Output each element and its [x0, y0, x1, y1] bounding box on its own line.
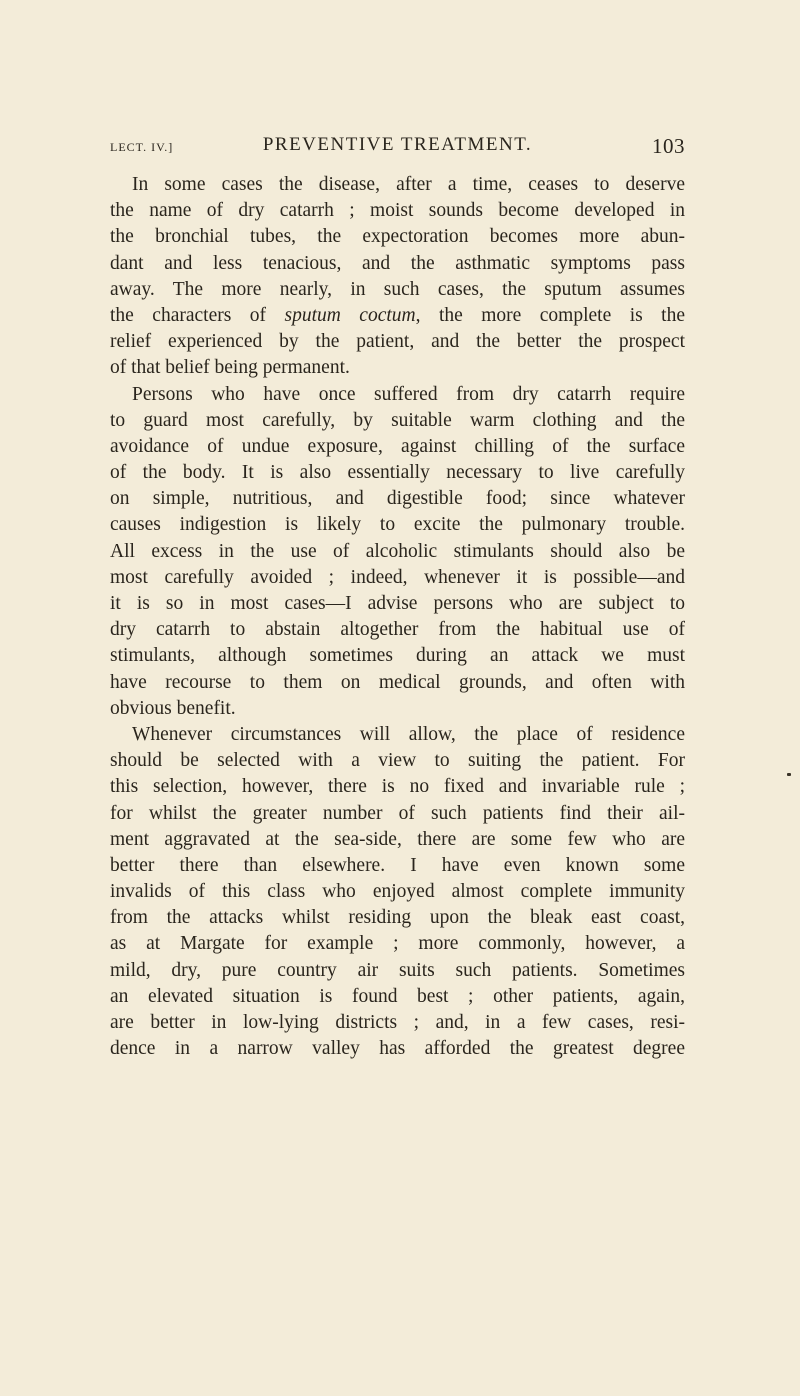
text-line: invalids of this class who enjoyed almost complete immunity: [110, 881, 685, 903]
page-number: 103: [652, 134, 685, 158]
text-line: most carefully avoided ; indeed, whenever it is possible—and: [110, 566, 685, 588]
text-line: it is so in most cases—I advise persons who are subject to: [110, 593, 685, 614]
text-line: mild, dry, pure country air suits such patients. Sometimes: [110, 959, 685, 981]
text-line: as at Margate for example ; more commonly, however, a: [110, 933, 685, 955]
text-line: relief experienced by the patient, and the better the prospect: [110, 331, 685, 353]
text-line: Whenever circumstances will allow, the place of residence: [132, 723, 685, 745]
lecture-label: LECT. IV.]: [110, 140, 174, 154]
text-line: of that belief being permanent.: [110, 357, 350, 379]
text-line: the name of dry catarrh ; moist sounds become developed in: [110, 200, 685, 222]
text-line: away. The more nearly, in such cases, the sputum assumes: [110, 278, 685, 300]
text-line: on simple, nutritious, and digestible food; since whatever: [110, 488, 685, 510]
text-line: of the body. It is also essentially necessary to live carefully: [110, 462, 685, 484]
text-line-with-italic: the characters of sputum coctum, the more complete is the: [110, 304, 685, 326]
paragraph-3: [110, 722, 685, 1062]
text-line: better there than elsewhere. I have even known some: [110, 854, 685, 876]
text-line: causes indigestion is likely to excite the pulmonary trouble.: [110, 514, 685, 536]
text-line: an elevated situation is found best ; other patients, again,: [110, 985, 685, 1007]
text-line: this selection, however, there is no fixed and invariable rule ;: [110, 776, 685, 798]
body-text: [110, 172, 685, 1062]
text-line: dence in a narrow valley has afforded the greatest degree: [110, 1038, 685, 1060]
text-line: are better in low-lying districts ; and, in a few cases, resi-: [110, 1012, 685, 1033]
text-line: obvious benefit.: [110, 697, 236, 719]
text-line: All excess in the use of alcoholic stimulants should also be: [110, 540, 685, 562]
text-line: In some cases the disease, after a time, ceases to deserve: [132, 174, 685, 195]
text-line: for whilst the greater number of such patients find their ail-: [110, 802, 685, 824]
text-line: to guard most carefully, by suitable warm clothing and the: [110, 409, 685, 431]
text-line: dant and less tenacious, and the asthmatic symptoms pass: [110, 252, 685, 274]
paragraph-1: [110, 172, 685, 382]
italic-term: sputum coctum: [284, 304, 416, 326]
text-line: have recourse to them on medical grounds, and often with: [110, 671, 685, 693]
running-head: [110, 134, 685, 162]
text-line: should be selected with a view to suiting the patient. For: [110, 750, 685, 772]
chapter-title: PREVENTIVE TREATMENT.: [262, 134, 533, 155]
text-line: avoidance of undue exposure, against chilling of the surface: [110, 435, 685, 457]
text-line: from the attacks whilst residing upon the bleak east coast,: [110, 907, 685, 929]
text-line: dry catarrh to abstain altogether from the habitual use of: [110, 619, 685, 641]
ink-speck: [787, 773, 791, 776]
text-line: the bronchial tubes, the expectoration becomes more abun-: [110, 226, 685, 248]
text-line: Persons who have once suffered from dry catarrh require: [132, 383, 685, 405]
text-line: stimulants, although sometimes during an attack we must: [110, 645, 685, 667]
paragraph-2: [110, 382, 685, 722]
text-line: ment aggravated at the sea-side, there are some few who are: [110, 828, 685, 850]
